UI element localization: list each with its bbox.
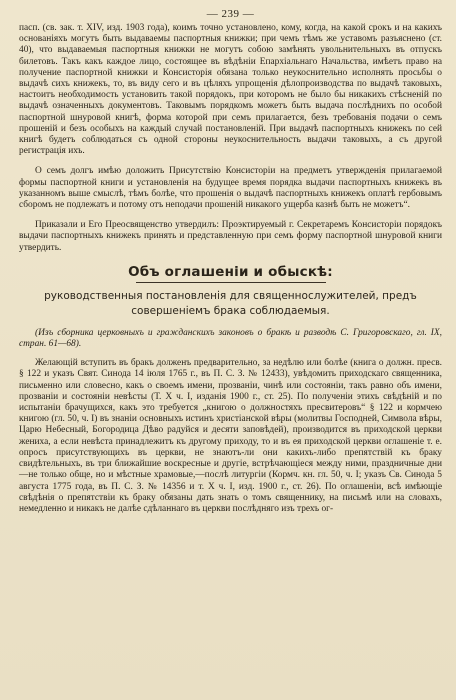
heading-underline <box>136 282 326 283</box>
paragraph-passport-rules: пасп. (св. зак. т. XIV, изд. 1903 года), коимъ точно установлено, кому, когда, на какой срокъ и на какихъ основаніяхъ могутъ быть выдаваемы паспортныя книжки; при чемъ тѣмъ же уставомъ разъяснено (ст. 40), что выдаваемыя паспортныя книжки не могутъ собою замѣнять увольнительныхъ въ отпускъ билетовъ. Такъ какъ каждое лицо, состоящее въ вѣдѣніи Епархіальнаго Начальства, имѣетъ право на получение паспортной книжки и Консисторія обязана только неукоснительно исполнять просьбы о выдачѣ сихъ книжекъ, то, въ виду сего и въ цѣляхъ упрощенія дѣлопроизводства по выдачѣ таковыхъ, настоитъ необходимость установить такой порядокъ, при которомъ не было бы никакихъ стѣсненій по выдачѣ означенныхъ документовъ. Таковымъ порядкомъ можетъ быть выдача послѣднихъ по особой паспортной шнуровой книгѣ, форма которой при семъ прилагается, безъ требованія подачи о семъ прошеній и безъ особыхъ на каждый случай постановленій. При выдачѣ паспортныхъ книжекъ по сей книгѣ будетъ соблюдаться съ одной стороны неукоснительность выдачи таковыхъ, а съ другой регистрація ихъ. <box>19 23 442 157</box>
page-number: — 239 — <box>206 8 255 20</box>
section-heading: Объ оглашеніи и обыскѣ: <box>128 263 333 280</box>
paragraph-marriage-procedure: Желающій вступить въ бракъ долженъ предварительно, за недѣлю или болѣе (книга о должн. пресв. § 122 и указъ Свят. Синода 14 іюля 1765 г., въ П. С. З. № 12433), увѣдомить приходскаго священника, письменно или словесно, какъ о своемъ имени, прозваніи, чинѣ или состояніи, такъ равно объ имени, прозваніи и состояніи невѣсты (Т. Х ч. I, изданія 1900 г., ст. 25). По полученіи этихъ свѣдѣній и по испытаніи брачущихся, какъ это требуется „книгою о должностяхъ пресвитеровъ“ § 122 и кормчею книгою (гл. 50, ч. I) въ знаніи основныхъ истинъ христіанской вѣры (молитвы Господней, Символа вѣры, Царю Небесный, Богородица Дѣво радуйся и десяти заповѣдей), производится въ приходской церкви жениха, а если невѣста принадлежитъ къ другому приходу, то и въ ея приходской церкви оглашеніе т. е. опросъ присутствующихъ въ церкви, не знаютъ-ли они какихъ-либо препятствій къ браку свидѣтельныхъ, въ три ближайшие воскресные и другіе, встрѣчающіеся между ними, праздничные дни—не только обще, но и мѣстные храмовые,—послѣ литургіи (Кормч. кн. гл. 50, ч. I; указъ Св. Синода 5 августа 1775 года, въ П. С. З. № 14356 и т. Х ч. I, изд. 1900 г., ст. 26). По оглашеніи, всѣ имѣющіе свѣдѣнія о препятствіи къ браку обязаны дать знать о томъ священнику, на письмѣ или на словахъ, немедленно и никакъ не далѣе сдѣланнаго въ церкви послѣдняго изъ трехъ ог- <box>19 358 442 514</box>
section-subtitle: руководственныя постановленія для священнослужителей, предъ совершеніемъ брака соблюдаемыя. <box>44 289 417 317</box>
paragraph-report-conclusion: О семъ долгъ имѣю доложить Присутствію Консисторіи на предметъ утвержденія прилагаемой формы паспортной книги и установленія на будущее время порядка выдачи паспортныхъ книжекъ въ указанномъ выше смыслѣ, тѣмъ болѣе, что прошенія о выдачѣ паспортныхъ книжекъ оплатѣ гербовымъ сборомъ не подлежатъ и потому отъ неподачи прошеній никакого ущерба казнѣ быть не можетъ“. <box>19 166 442 211</box>
paragraph-resolution: Приказали и Его Преосвященство утвердилъ: Проэктируемый г. Секретаремъ Консисторіи порядокъ выдачи паспортныхъ книжекъ принять и представленную при семъ форму паспортной шнуровой книги утвердить. <box>19 220 442 253</box>
source-citation: (Изъ сборника церковныхъ и гражданскихъ законовъ о бракѣ и разводѣ С. Григоровскаго, гл. IX, стран. 61—68). <box>19 327 442 350</box>
